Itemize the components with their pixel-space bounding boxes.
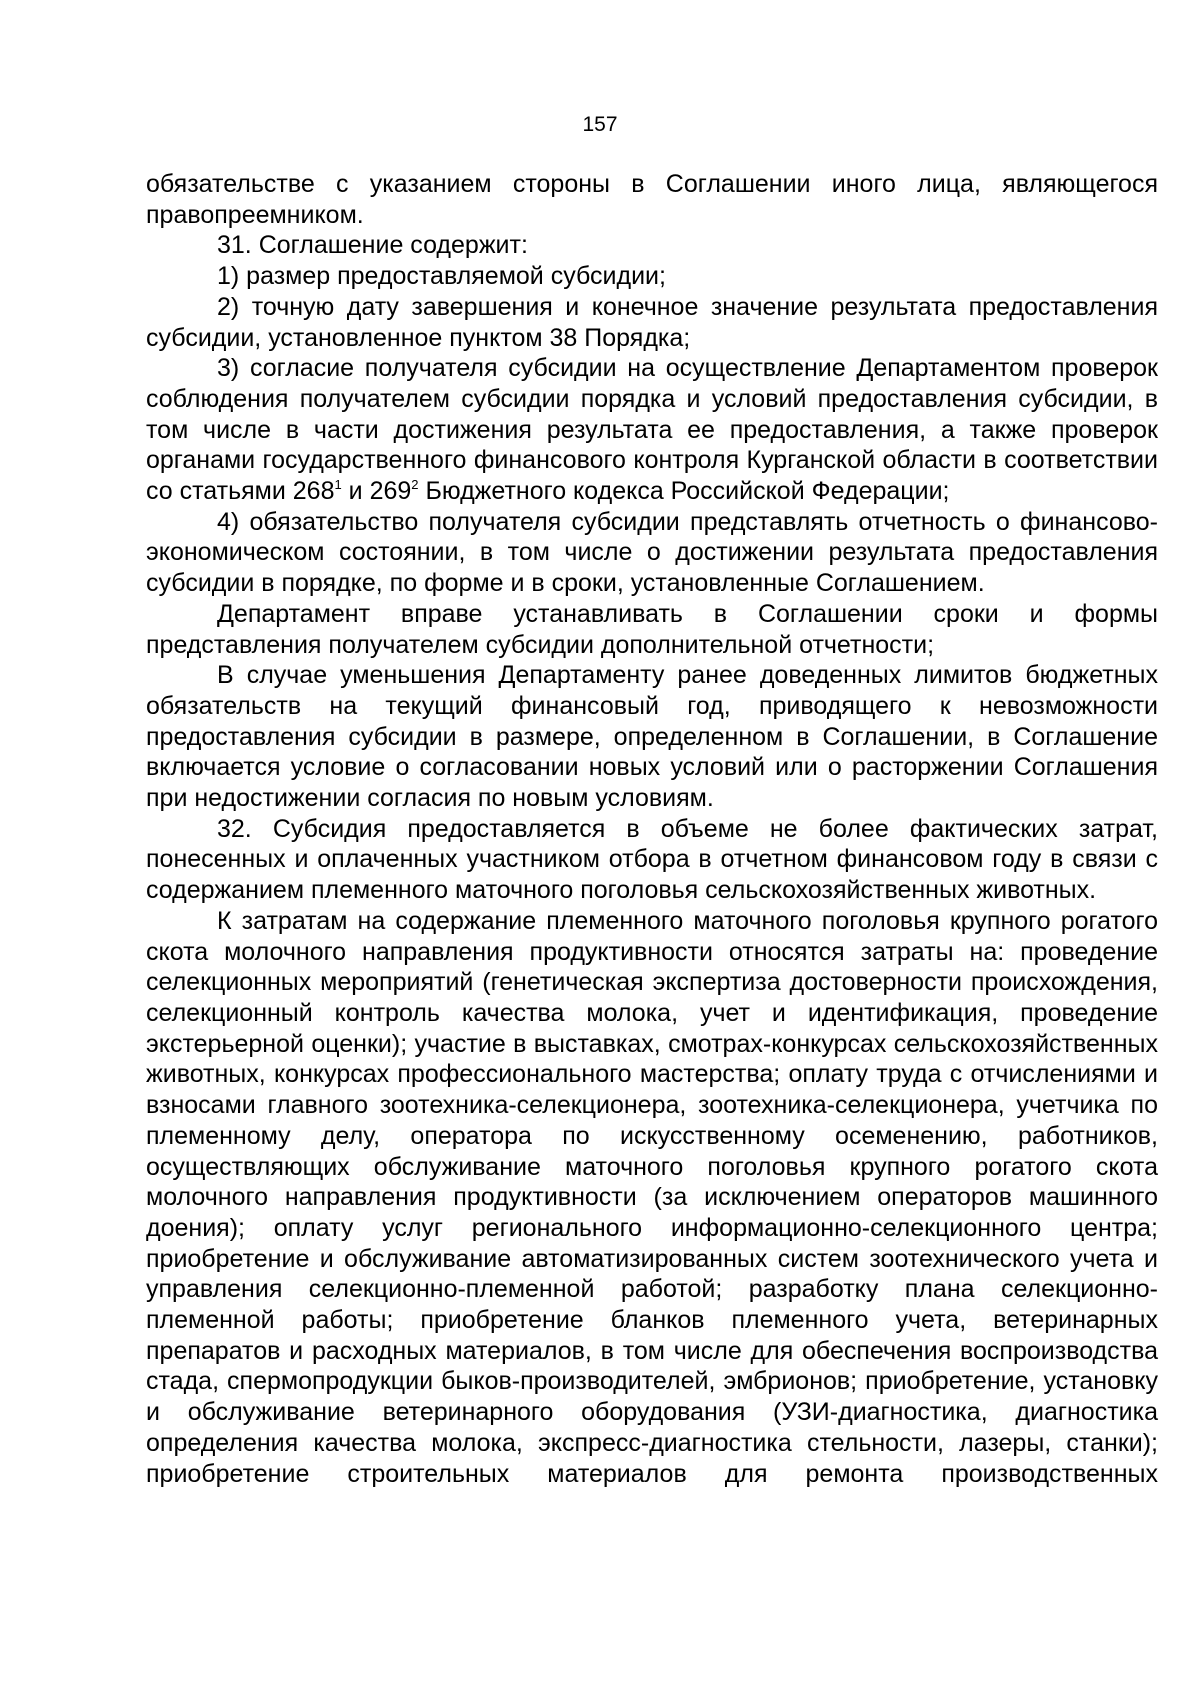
item-3-text-middle: и 269	[341, 477, 412, 506]
paragraph-continuation: обязательстве с указанием стороны в Соглашении иного лица, являющегося правопреемником.	[146, 170, 1158, 229]
paragraph-item-2: 2) точную дату завершения и конечное значение результата предоставления субсидии, установленное пунктом 38 Порядка;	[146, 292, 1158, 352]
paragraph-item-1: 1) размер предоставляемой субсидии;	[217, 262, 666, 291]
superscript-1: 1	[334, 477, 342, 493]
document-body	[146, 169, 1158, 1489]
page-number: 157	[582, 113, 618, 136]
item-3-text-before: 3) согласие получателя субсидии на осуществление Департаментом проверок соблюдения получателем субсидии порядка и условий предоставления субсидии, в том числе в части достижения результата ее предоставления, а также проверок органами государственного финансового контроля Курганской области в соответствии со статьями 268	[146, 354, 1158, 506]
paragraph-clause-32: 32. Субсидия предоставляется в объеме не более фактических затрат, понесенных и оплаченных участником отбора в отчетном финансовом году в связи с содержанием племенного маточного поголовья сельскохозяйственных животных.	[146, 814, 1158, 905]
paragraph-clause-31: 31. Соглашение содержит:	[217, 231, 528, 260]
paragraph-limits-reduction: В случае уменьшения Департаменту ранее доведенных лимитов бюджетных обязательств на текущий финансовый год, приводящего к невозможности предоставления субсидии в размере, определенном в Соглашении, в Соглашение включается условие о согласовании новых условий или о расторжении Соглашения при недостижении согласия по новым условиям.	[146, 661, 1158, 813]
superscript-2: 2	[411, 477, 419, 493]
paragraph-department-reporting: Департамент вправе устанавливать в Соглашении сроки и формы представления получателем субсидии дополнительной отчетности;	[146, 599, 1158, 659]
paragraph-item-3	[146, 353, 1158, 507]
item-3-text-after: Бюджетного кодекса Российской Федерации;	[418, 477, 950, 506]
paragraph-item-4: 4) обязательство получателя субсидии представлять отчетность о финансово-экономическом состоянии, в том числе о достижении результата предоставления субсидии в порядке, по форме и в сроки, установленные Соглашением.	[146, 507, 1158, 598]
paragraph-costs-list: К затратам на содержание племенного маточного поголовья крупного рогатого скота молочного направления продуктивности относятся затраты на: проведение селекционных мероприятий (генетическая экспертиза достоверности происхождения, селекционный контроль качества молока, учет и идентификация, проведение экстерьерной оценки); участие в выставках, смотрах-конкурсах сельскохозяйственных животных, конкурсах профессионального мастерства; оплату труда с отчислениями и взносами главного зоотехника-селекционера, зоотехника-селекционера, учетчика по племенному делу, оператора по искусственному осеменению, работников, осуществляющих обслуживание маточного поголовья крупного рогатого скота молочного направления продуктивности (за исключением операторов машинного доения); оплату услуг регионального информационно-селекционного центра; приобретение и обслуживание автоматизированных систем зоотехнического учета и управления селекционно-племенной работой; разработку плана селекционно-племенной работы; приобретение бланков племенного учета, ветеринарных препаратов и расходных материалов, в том числе для обеспечения воспроизводства стада, спермопродукции быков-производителей, эмбрионов; приобретение, установку и обслуживание ветеринарного оборудования (УЗИ-диагностика, диагностика определения качества молока, экспресс-диагностика стельности, лазеры, станки); приобретение строительных материалов для ремонта производственных	[146, 906, 1158, 1488]
